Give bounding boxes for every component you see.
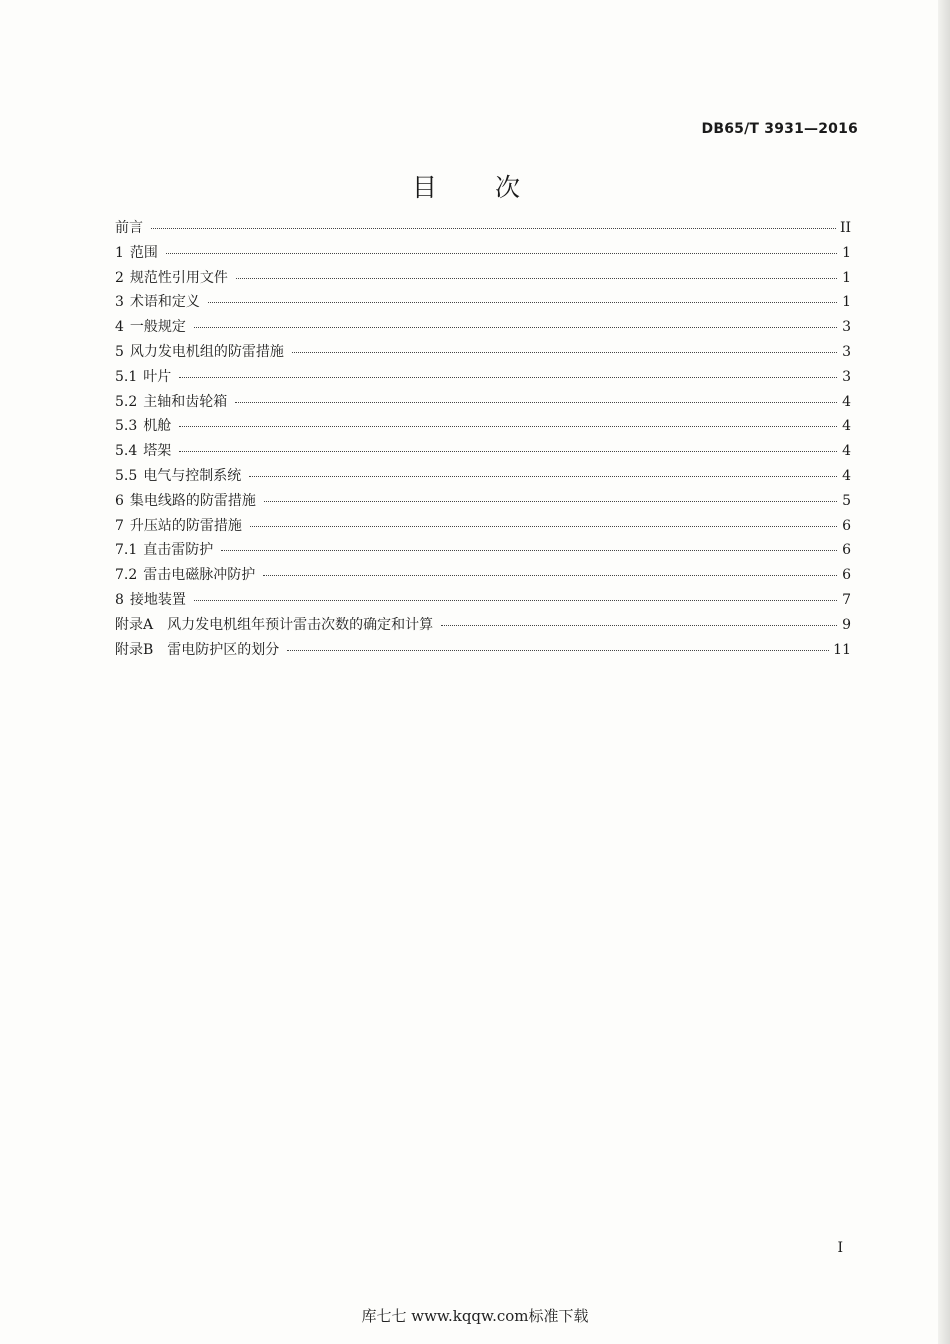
page-number: I [837, 1240, 843, 1256]
toc-entry-number: 附录A [115, 616, 154, 633]
toc-entry[interactable] [115, 440, 851, 465]
toc-entry-page: 4 [842, 393, 851, 410]
toc-entry-page: 6 [842, 517, 851, 534]
toc-entry-page: 9 [842, 616, 851, 633]
toc-entry[interactable] [115, 341, 851, 366]
toc-entry[interactable] [115, 316, 851, 341]
toc-entry-page: 4 [842, 443, 851, 460]
toc-entry[interactable] [115, 291, 851, 316]
toc-entry-label [115, 341, 288, 361]
toc-entry-page: 4 [842, 467, 851, 484]
toc-entry-number: 8 [115, 591, 124, 608]
toc-entry-text: 规范性引用文件 [129, 269, 228, 286]
toc-entry-number: 7.2 [115, 567, 138, 584]
dot-leader [179, 451, 837, 452]
toc-entry-number: 7.1 [115, 542, 138, 559]
dot-leader [151, 228, 836, 229]
toc-entry-label [115, 291, 204, 311]
toc-entry[interactable] [115, 539, 851, 564]
toc-entry[interactable] [115, 614, 851, 639]
dot-leader [249, 476, 837, 477]
toc-entry-text: 范围 [129, 244, 158, 261]
toc-entry[interactable] [115, 267, 851, 292]
watermark: 库七七 www.kqqw.com标准下载 [361, 1307, 589, 1325]
dot-leader [194, 600, 837, 601]
toc-entry-text: 主轴和齿轮箱 [143, 393, 228, 410]
toc-entry-label [115, 217, 147, 237]
toc-entry[interactable] [115, 217, 851, 242]
toc-entry[interactable] [115, 490, 851, 515]
toc-entry-page: 3 [842, 343, 851, 360]
toc-entry-label [115, 440, 175, 460]
toc-entry-text: 塔架 [143, 443, 172, 460]
toc-entry-number: 5 [115, 343, 124, 360]
toc-entry-label [115, 564, 259, 584]
toc-entry[interactable] [115, 415, 851, 440]
toc-entry[interactable] [115, 515, 851, 540]
toc-entry-text: 升压站的防雷措施 [129, 517, 242, 534]
toc-entry-page: 1 [842, 244, 851, 261]
dot-leader [441, 625, 837, 626]
toc-entry-label [115, 267, 232, 287]
toc-entry-number: 5.2 [115, 393, 138, 410]
toc-entry-page: 7 [842, 591, 851, 608]
dot-leader [194, 327, 837, 328]
dot-leader [264, 501, 837, 502]
toc-entry[interactable] [115, 242, 851, 267]
toc-entry-page: 3 [842, 319, 851, 336]
toc-entry-page: 1 [842, 269, 851, 286]
toc-entry-page: 11 [833, 641, 851, 658]
toc-entry-number: 5.3 [115, 418, 138, 435]
toc-entry-label [115, 515, 246, 535]
toc-entry-page: 4 [842, 418, 851, 435]
toc-entry-text: 风力发电机组的防雷措施 [129, 343, 284, 360]
dot-leader [236, 278, 837, 279]
toc-entry[interactable] [115, 465, 851, 490]
toc-entry-number: 4 [115, 319, 124, 336]
toc-entry-text: 直击雷防护 [143, 542, 214, 559]
toc-entry-text: 接地装置 [129, 591, 186, 608]
toc-entry-number: 附录B [115, 641, 154, 658]
toc-entry-number: 2 [115, 269, 124, 286]
toc-entry-number: 3 [115, 294, 124, 311]
toc-entry-number: 5.5 [115, 467, 138, 484]
toc-entry[interactable] [115, 639, 851, 664]
toc-entry-text: 一般规定 [129, 319, 186, 336]
table-of-contents [115, 217, 851, 663]
toc-entry-label [115, 391, 231, 411]
toc-entry[interactable] [115, 589, 851, 614]
toc-entry-text: 电气与控制系统 [143, 467, 242, 484]
toc-entry-label [115, 639, 283, 659]
dot-leader [179, 426, 837, 427]
dot-leader [292, 352, 837, 353]
dot-leader [208, 302, 837, 303]
toc-entry-text: 术语和定义 [129, 294, 200, 311]
toc-entry-label [115, 589, 190, 609]
toc-entry-text: 前言 [115, 220, 143, 236]
toc-entry-label [115, 465, 245, 485]
dot-leader [221, 550, 837, 551]
toc-entry-label [115, 415, 175, 435]
document-code: DB65/T 3931—2016 [701, 121, 858, 137]
toc-entry-text: 雷击电磁脉冲防护 [143, 567, 256, 584]
toc-entry[interactable] [115, 391, 851, 416]
toc-entry-text: 机舱 [143, 418, 172, 435]
toc-entry-text: 风力发电机组年预计雷击次数的确定和计算 [167, 616, 434, 633]
toc-entry-page: 1 [842, 294, 851, 311]
toc-entry-number: 7 [115, 517, 124, 534]
toc-entry-page: 6 [842, 567, 851, 584]
toc-entry-number: 5.1 [115, 368, 138, 385]
dot-leader [179, 377, 837, 378]
toc-entry-page: II [839, 220, 851, 236]
toc-entry-text: 雷电防护区的划分 [167, 641, 280, 658]
toc-entry[interactable] [115, 366, 851, 391]
toc-title: 目次 [411, 173, 578, 202]
toc-entry-label [115, 490, 260, 510]
toc-entry-page: 6 [842, 542, 851, 559]
dot-leader [263, 575, 837, 576]
dot-leader [287, 650, 829, 651]
dot-leader [250, 526, 837, 527]
dot-leader [235, 402, 837, 403]
toc-entry[interactable] [115, 564, 851, 589]
toc-entry-text: 叶片 [143, 368, 172, 385]
toc-entry-label [115, 242, 162, 262]
toc-entry-number: 1 [115, 244, 124, 261]
toc-entry-number: 6 [115, 492, 124, 509]
toc-entry-page: 3 [842, 368, 851, 385]
toc-entry-label [115, 614, 437, 634]
toc-entry-label [115, 539, 217, 559]
dot-leader [166, 253, 837, 254]
toc-entry-text: 集电线路的防雷措施 [129, 492, 256, 509]
toc-entry-number: 5.4 [115, 443, 138, 460]
toc-entry-label [115, 366, 175, 386]
toc-entry-label [115, 316, 190, 336]
toc-entry-page: 5 [842, 492, 851, 509]
